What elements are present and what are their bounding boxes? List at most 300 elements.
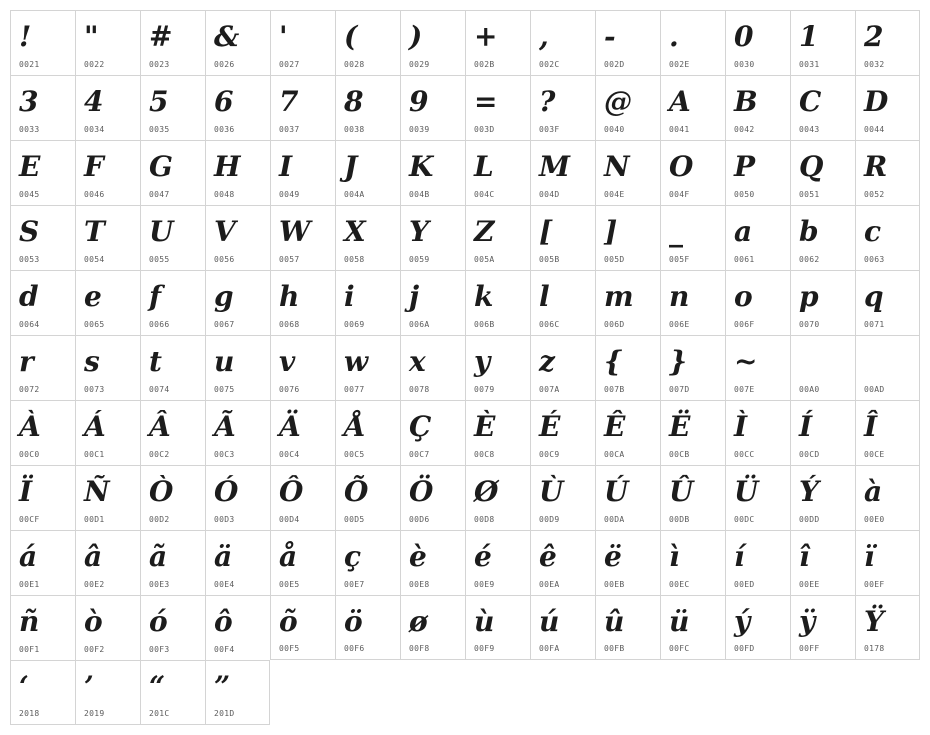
glyph-codepoint-label: 0038 xyxy=(344,125,365,134)
glyph-cell xyxy=(530,335,595,400)
glyph-sample: Ç xyxy=(409,410,432,443)
glyph-codepoint-label: 00EB xyxy=(604,580,625,589)
glyph-cell xyxy=(855,465,920,530)
glyph-sample: ” xyxy=(214,670,231,703)
glyph-codepoint-label: 0066 xyxy=(149,320,170,329)
glyph-sample: # xyxy=(149,20,173,53)
glyph-sample: y xyxy=(474,345,491,378)
glyph-sample: ’ xyxy=(84,670,94,703)
glyph-cell xyxy=(335,10,400,75)
glyph-codepoint-label: 005F xyxy=(669,255,690,264)
glyph-codepoint-label: 0067 xyxy=(214,320,235,329)
glyph-cell xyxy=(465,400,530,465)
glyph-cell xyxy=(725,335,790,400)
glyph-sample: J xyxy=(344,150,358,183)
glyph-sample: ~ xyxy=(734,345,758,378)
glyph-codepoint-label: 00E1 xyxy=(19,580,40,589)
glyph-sample: 5 xyxy=(149,85,169,118)
glyph-codepoint-label: 0077 xyxy=(344,385,365,394)
glyph-cell xyxy=(530,595,595,660)
glyph-cell xyxy=(725,10,790,75)
glyph-cell xyxy=(790,75,855,140)
glyph-sample: È xyxy=(474,410,496,443)
glyph-sample: Õ xyxy=(344,475,369,508)
glyph-cell xyxy=(465,10,530,75)
glyph-codepoint-label: 00F5 xyxy=(279,644,300,653)
glyph-codepoint-label: 006E xyxy=(669,320,690,329)
glyph-sample: 3 xyxy=(19,85,39,118)
glyph-codepoint-label: 00F2 xyxy=(84,645,105,654)
glyph-codepoint-label: 0073 xyxy=(84,385,105,394)
glyph-cell xyxy=(10,400,75,465)
glyph-sample: [ xyxy=(539,215,553,248)
glyph-cell xyxy=(270,205,335,270)
glyph-cell xyxy=(205,205,270,270)
glyph-cell xyxy=(595,335,660,400)
glyph-sample: Ê xyxy=(604,410,626,443)
glyph-codepoint-label: 0065 xyxy=(84,320,105,329)
glyph-codepoint-label: 004E xyxy=(604,190,625,199)
glyph-cell xyxy=(10,270,75,335)
glyph-codepoint-label: 002D xyxy=(604,60,625,69)
glyph-cell xyxy=(790,595,855,660)
glyph-sample: À xyxy=(19,410,41,443)
glyph-codepoint-label: 0058 xyxy=(344,255,365,264)
glyph-sample: ‘ xyxy=(19,670,29,703)
glyph-codepoint-label: 0059 xyxy=(409,255,430,264)
glyph-codepoint-label: 00F4 xyxy=(214,645,235,654)
glyph-cell xyxy=(530,205,595,270)
glyph-codepoint-label: 00E3 xyxy=(149,580,170,589)
glyph-cell xyxy=(270,270,335,335)
glyph-codepoint-label: 0045 xyxy=(19,190,40,199)
glyph-cell xyxy=(270,465,335,530)
glyph-cell xyxy=(855,335,920,400)
glyph-cell xyxy=(790,10,855,75)
glyph-sample: _ xyxy=(669,215,683,248)
glyph-cell xyxy=(10,10,75,75)
glyph-sample: Å xyxy=(344,410,366,443)
glyph-codepoint-label: 0070 xyxy=(799,320,820,329)
glyph-codepoint-label: 00F1 xyxy=(19,645,40,654)
glyph-cell xyxy=(660,465,725,530)
glyph-codepoint-label: 00CD xyxy=(799,450,820,459)
glyph-cell xyxy=(790,205,855,270)
glyph-sample: B xyxy=(734,85,758,118)
glyph-sample: 7 xyxy=(279,85,299,118)
glyph-sample: c xyxy=(864,215,882,248)
glyph-cell xyxy=(140,75,205,140)
glyph-codepoint-label: 0030 xyxy=(734,60,755,69)
glyph-sample: ê xyxy=(539,540,557,573)
glyph-codepoint-label: 00D3 xyxy=(214,515,235,524)
glyph-sample: g xyxy=(214,280,234,313)
glyph-cell xyxy=(465,205,530,270)
glyph-cell xyxy=(595,530,660,595)
glyph-cell xyxy=(75,140,140,205)
glyph-sample: ü xyxy=(669,605,690,638)
glyph-codepoint-label: 00D5 xyxy=(344,515,365,524)
glyph-sample: ' xyxy=(279,20,288,53)
glyph-codepoint-label: 00AD xyxy=(864,385,885,394)
glyph-codepoint-label: 007D xyxy=(669,385,690,394)
glyph-cell xyxy=(400,140,465,205)
glyph-cell xyxy=(660,595,725,660)
glyph-codepoint-label: 0061 xyxy=(734,255,755,264)
glyph-sample: É xyxy=(539,410,561,443)
glyph-cell xyxy=(10,595,75,660)
glyph-sample: z xyxy=(539,345,555,378)
glyph-codepoint-label: 00C1 xyxy=(84,450,105,459)
glyph-cell xyxy=(75,465,140,530)
glyph-sample: Ï xyxy=(19,475,33,508)
glyph-cell xyxy=(790,335,855,400)
glyph-sample: ò xyxy=(84,605,103,638)
glyph-cell xyxy=(725,140,790,205)
glyph-cell xyxy=(530,75,595,140)
glyph-cell xyxy=(465,595,530,660)
glyph-sample: Ì xyxy=(734,410,748,443)
glyph-cell xyxy=(140,335,205,400)
glyph-sample: Ý xyxy=(799,475,819,508)
glyph-sample: R xyxy=(864,150,888,183)
glyph-codepoint-label: 00C0 xyxy=(19,450,40,459)
glyph-codepoint-label: 00DC xyxy=(734,515,755,524)
glyph-sample: ý xyxy=(734,605,751,638)
glyph-cell xyxy=(75,205,140,270)
glyph-grid xyxy=(10,10,920,725)
glyph-sample: K xyxy=(409,150,434,183)
glyph-cell xyxy=(530,530,595,595)
glyph-cell xyxy=(335,465,400,530)
glyph-cell xyxy=(400,400,465,465)
glyph-sample: Ü xyxy=(734,475,759,508)
glyph-sample: ë xyxy=(604,540,622,573)
glyph-sample: 6 xyxy=(214,85,234,118)
glyph-codepoint-label: 0068 xyxy=(279,320,300,329)
glyph-codepoint-label: 00EF xyxy=(864,580,885,589)
glyph-codepoint-label: 00FF xyxy=(799,644,820,653)
glyph-cell xyxy=(855,75,920,140)
glyph-cell xyxy=(400,75,465,140)
glyph-sample: î xyxy=(799,540,810,573)
glyph-sample: Y xyxy=(409,215,429,248)
glyph-sample: 0 xyxy=(734,20,754,53)
glyph-codepoint-label: 0051 xyxy=(799,190,820,199)
glyph-cell xyxy=(855,140,920,205)
glyph-sample: A xyxy=(669,85,691,118)
glyph-codepoint-label: 2019 xyxy=(84,709,105,718)
glyph-sample: Û xyxy=(669,475,694,508)
glyph-cell xyxy=(855,10,920,75)
glyph-cell xyxy=(10,205,75,270)
glyph-cell xyxy=(595,75,660,140)
glyph-sample: Ó xyxy=(214,475,239,508)
glyph-sample: w xyxy=(344,345,369,378)
glyph-sample: @ xyxy=(604,85,632,118)
glyph-cell xyxy=(335,335,400,400)
glyph-codepoint-label: 0022 xyxy=(84,60,105,69)
glyph-codepoint-label: 00A0 xyxy=(799,385,820,394)
glyph-codepoint-label: 00E2 xyxy=(84,580,105,589)
glyph-cell xyxy=(270,595,335,660)
glyph-codepoint-label: 007A xyxy=(539,385,560,394)
glyph-sample: F xyxy=(84,150,104,183)
glyph-sample: . xyxy=(669,20,679,53)
glyph-cell xyxy=(855,205,920,270)
glyph-codepoint-label: 00E7 xyxy=(344,580,365,589)
glyph-sample: ÿ xyxy=(799,605,816,638)
glyph-sample: ô xyxy=(214,605,233,638)
glyph-sample: Ã xyxy=(214,410,236,443)
glyph-sample: U xyxy=(149,215,174,248)
glyph-sample: ï xyxy=(864,540,875,573)
glyph-cell xyxy=(140,400,205,465)
glyph-codepoint-label: 00F3 xyxy=(149,645,170,654)
glyph-cell xyxy=(530,465,595,530)
glyph-sample: = xyxy=(474,85,498,118)
glyph-codepoint-label: 0056 xyxy=(214,255,235,264)
glyph-cell xyxy=(790,140,855,205)
glyph-sample: á xyxy=(19,540,38,573)
glyph-codepoint-label: 0076 xyxy=(279,385,300,394)
glyph-cell xyxy=(595,140,660,205)
glyph-sample: T xyxy=(84,215,105,248)
glyph-sample: f xyxy=(149,280,162,313)
glyph-sample: Î xyxy=(864,410,878,443)
glyph-codepoint-label: 00FC xyxy=(669,644,690,653)
glyph-codepoint-label: 00E5 xyxy=(279,580,300,589)
glyph-sample: j xyxy=(409,280,420,313)
glyph-sample: “ xyxy=(149,670,166,703)
glyph-cell xyxy=(660,75,725,140)
glyph-cell xyxy=(660,140,725,205)
glyph-codepoint-label: 00FD xyxy=(734,644,755,653)
glyph-sample: ú xyxy=(539,605,560,638)
glyph-cell xyxy=(855,530,920,595)
glyph-codepoint-label: 0041 xyxy=(669,125,690,134)
glyph-codepoint-label: 006F xyxy=(734,320,755,329)
glyph-codepoint-label: 00C8 xyxy=(474,450,495,459)
glyph-codepoint-label: 0040 xyxy=(604,125,625,134)
glyph-sample: V xyxy=(214,215,236,248)
glyph-cell xyxy=(725,465,790,530)
glyph-cell xyxy=(270,140,335,205)
glyph-cell xyxy=(530,140,595,205)
glyph-codepoint-label: 004A xyxy=(344,190,365,199)
glyph-cell xyxy=(660,10,725,75)
glyph-cell xyxy=(725,595,790,660)
glyph-codepoint-label: 00CC xyxy=(734,450,755,459)
glyph-codepoint-label: 0026 xyxy=(214,60,235,69)
glyph-cell xyxy=(75,75,140,140)
glyph-sample: û xyxy=(604,605,625,638)
glyph-sample: x xyxy=(409,345,426,378)
glyph-codepoint-label: 005B xyxy=(539,255,560,264)
glyph-sample: â xyxy=(84,540,103,573)
glyph-codepoint-label: 002B xyxy=(474,60,495,69)
glyph-cell xyxy=(660,530,725,595)
glyph-cell xyxy=(595,400,660,465)
glyph-cell xyxy=(790,465,855,530)
glyph-sample: d xyxy=(19,280,39,313)
glyph-cell xyxy=(75,530,140,595)
glyph-cell xyxy=(660,335,725,400)
glyph-sample: & xyxy=(214,20,240,53)
glyph-codepoint-label: 0048 xyxy=(214,190,235,199)
glyph-codepoint-label: 006B xyxy=(474,320,495,329)
glyph-sample: Ò xyxy=(149,475,174,508)
glyph-cell xyxy=(75,270,140,335)
glyph-sample: Z xyxy=(474,215,495,248)
glyph-cell xyxy=(855,270,920,335)
glyph-sample: l xyxy=(539,280,550,313)
glyph-sample: Ø xyxy=(474,475,499,508)
glyph-sample: i xyxy=(344,280,355,313)
glyph-sample: Ú xyxy=(604,475,629,508)
glyph-codepoint-label: 00ED xyxy=(734,580,755,589)
glyph-codepoint-label: 0033 xyxy=(19,125,40,134)
glyph-cell xyxy=(400,10,465,75)
glyph-codepoint-label: 00EA xyxy=(539,580,560,589)
glyph-sample: Ô xyxy=(279,475,304,508)
glyph-cell xyxy=(465,335,530,400)
glyph-cell xyxy=(400,335,465,400)
glyph-sample: ] xyxy=(604,215,618,248)
glyph-codepoint-label: 0050 xyxy=(734,190,755,199)
glyph-cell xyxy=(10,465,75,530)
glyph-sample: p xyxy=(799,280,819,313)
glyph-cell xyxy=(205,400,270,465)
glyph-codepoint-label: 00C9 xyxy=(539,450,560,459)
glyph-codepoint-label: 00DD xyxy=(799,515,820,524)
glyph-codepoint-label: 00F9 xyxy=(474,644,495,653)
glyph-cell xyxy=(530,10,595,75)
glyph-sample xyxy=(864,342,918,382)
glyph-cell xyxy=(855,400,920,465)
glyph-codepoint-label: 0035 xyxy=(149,125,170,134)
glyph-codepoint-label: 0079 xyxy=(474,385,495,394)
glyph-cell xyxy=(10,660,75,725)
glyph-cell xyxy=(660,400,725,465)
glyph-codepoint-label: 0034 xyxy=(84,125,105,134)
glyph-codepoint-label: 00FB xyxy=(604,644,625,653)
glyph-codepoint-label: 006D xyxy=(604,320,625,329)
glyph-cell xyxy=(270,10,335,75)
glyph-codepoint-label: 0027 xyxy=(279,60,300,69)
glyph-cell xyxy=(140,465,205,530)
glyph-cell xyxy=(400,205,465,270)
glyph-cell xyxy=(335,205,400,270)
glyph-sample: v xyxy=(279,345,296,378)
glyph-codepoint-label: 00DA xyxy=(604,515,625,524)
glyph-sample: å xyxy=(279,540,298,573)
glyph-cell xyxy=(660,270,725,335)
glyph-codepoint-label: 0052 xyxy=(864,190,885,199)
glyph-codepoint-label: 00E4 xyxy=(214,580,235,589)
glyph-cell xyxy=(530,270,595,335)
glyph-codepoint-label: 00C5 xyxy=(344,450,365,459)
glyph-codepoint-label: 006C xyxy=(539,320,560,329)
glyph-codepoint-label: 00EE xyxy=(799,580,820,589)
glyph-codepoint-label: 002E xyxy=(669,60,690,69)
glyph-sample xyxy=(799,342,853,382)
glyph-codepoint-label: 0178 xyxy=(864,644,885,653)
glyph-cell xyxy=(75,660,140,725)
glyph-sample: è xyxy=(409,540,427,573)
glyph-cell xyxy=(335,270,400,335)
glyph-codepoint-label: 00DB xyxy=(669,515,690,524)
glyph-sample: D xyxy=(864,85,889,118)
glyph-sample: } xyxy=(669,345,688,378)
glyph-sample: Ë xyxy=(669,410,691,443)
glyph-sample: b xyxy=(799,215,819,248)
glyph-sample: a xyxy=(734,215,753,248)
glyph-cell xyxy=(140,10,205,75)
glyph-sample: ù xyxy=(474,605,495,638)
glyph-codepoint-label: 007E xyxy=(734,385,755,394)
glyph-cell xyxy=(595,10,660,75)
glyph-sample: 1 xyxy=(799,20,819,53)
glyph-codepoint-label: 004D xyxy=(539,190,560,199)
glyph-sample: õ xyxy=(279,605,298,638)
glyph-sample: Ö xyxy=(409,475,434,508)
glyph-codepoint-label: 0021 xyxy=(19,60,40,69)
glyph-sample: Ñ xyxy=(84,475,110,508)
glyph-sample: o xyxy=(734,280,753,313)
glyph-cell xyxy=(270,75,335,140)
glyph-sample: u xyxy=(214,345,235,378)
glyph-cell xyxy=(270,400,335,465)
glyph-codepoint-label: 0053 xyxy=(19,255,40,264)
glyph-sample: Â xyxy=(149,410,171,443)
glyph-cell xyxy=(205,270,270,335)
glyph-cell xyxy=(75,400,140,465)
glyph-sample: e xyxy=(84,280,102,313)
glyph-cell xyxy=(10,140,75,205)
glyph-cell xyxy=(725,75,790,140)
glyph-codepoint-label: 0023 xyxy=(149,60,170,69)
glyph-codepoint-label: 00CA xyxy=(604,450,625,459)
glyph-sample: C xyxy=(799,85,822,118)
glyph-codepoint-label: 00C3 xyxy=(214,450,235,459)
glyph-cell xyxy=(400,595,465,660)
glyph-sample: + xyxy=(474,20,498,53)
glyph-sample: , xyxy=(539,20,549,53)
glyph-sample: L xyxy=(474,150,494,183)
glyph-cell xyxy=(465,140,530,205)
glyph-codepoint-label: 0063 xyxy=(864,255,885,264)
glyph-codepoint-label: 00D8 xyxy=(474,515,495,524)
glyph-cell xyxy=(400,530,465,595)
glyph-cell xyxy=(140,530,205,595)
glyph-cell xyxy=(335,400,400,465)
glyph-cell xyxy=(530,400,595,465)
glyph-sample: - xyxy=(604,20,616,53)
glyph-codepoint-label: 00D1 xyxy=(84,515,105,524)
glyph-codepoint-label: 0044 xyxy=(864,125,885,134)
glyph-codepoint-label: 0037 xyxy=(279,125,300,134)
glyph-cell xyxy=(335,140,400,205)
glyph-sample: ? xyxy=(539,85,556,118)
glyph-sample: m xyxy=(604,280,634,313)
glyph-cell xyxy=(205,530,270,595)
glyph-cell xyxy=(10,335,75,400)
glyph-sample: W xyxy=(279,215,311,248)
glyph-sample: N xyxy=(604,150,630,183)
glyph-codepoint-label: 004B xyxy=(409,190,430,199)
glyph-cell xyxy=(335,530,400,595)
